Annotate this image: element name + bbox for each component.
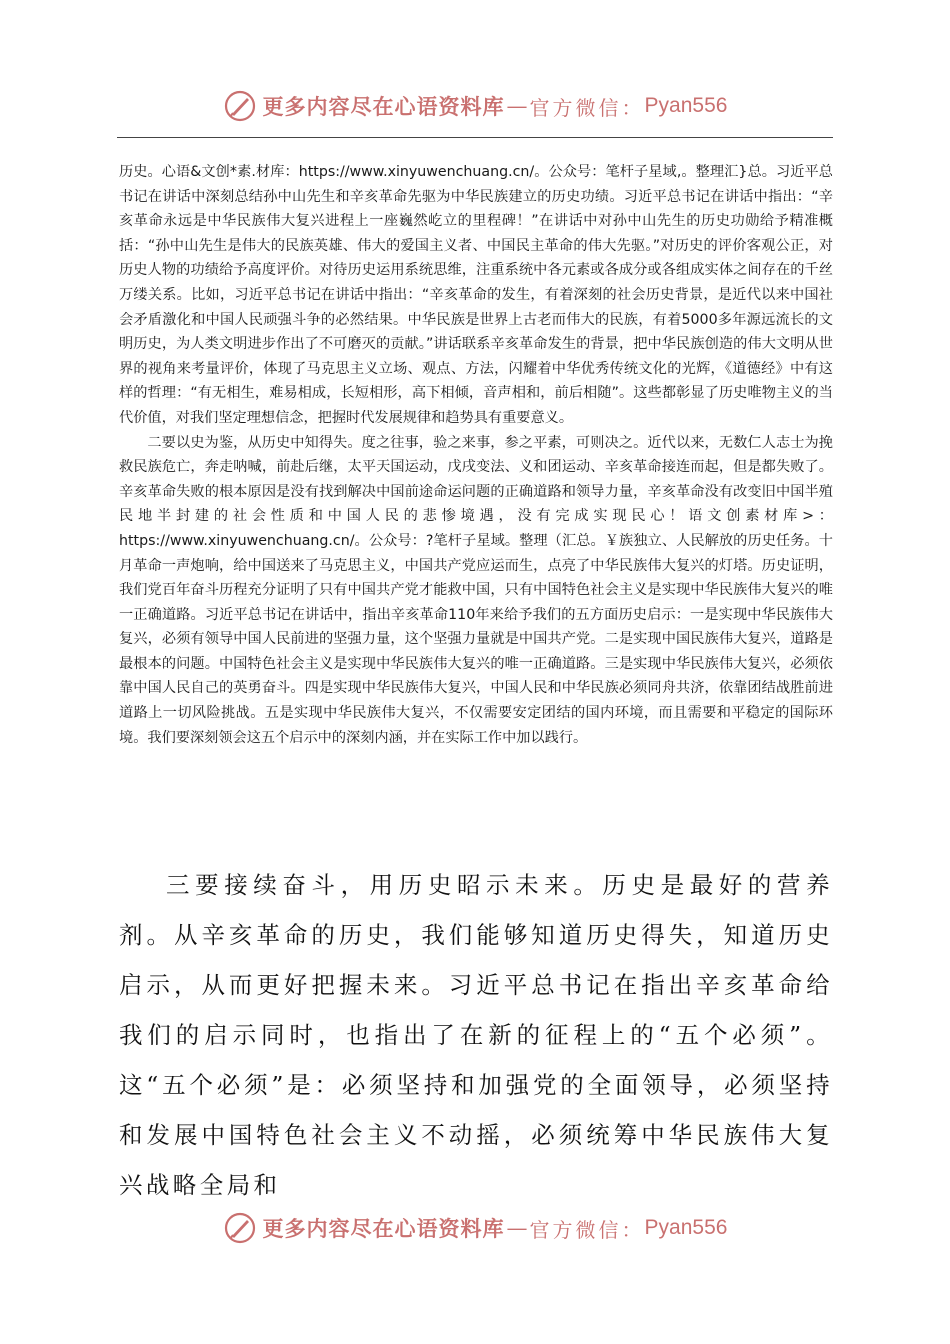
brand-dash: — [506, 1216, 528, 1240]
page-footer [0, 1198, 950, 1258]
body-text-small [119, 160, 833, 750]
brand-name: 更多内容尽在心语资料库 [262, 94, 505, 119]
paragraph-1: 历史。心语&文创*素.材库：https://www.xinyuwenchuang.cn/。公众号：笔杆子星域,。整理汇}总。习近平总书记在讲话中深刻总结孙中山先生和辛亥革命先驱为中华民族建立的历史功绩。习近平总书记在讲话中指出：“辛亥革命永远是中华民族伟大复兴进程上一座巍然屹立的里程碑！”在讲话中对孙中山先生的历史功勋给予精准概括：“孙中山先生是伟大的民族英雄、伟大的爱国主义者、中国民主革命的伟大先驱。”对历史的评价客观公正，对历史人物的功绩给予高度评价。对待历史运用系统思维，注重系统中各元素或各成分或各组成实体之间存在的千丝万缕关系。比如，习近平总书记在讲话中指出：“辛亥革命的发生，有着深刻的社会历史背景，是近代以来中国社会矛盾激化和中国人民顽强斗争的必然结果。中华民族是世界上古老而伟大的民族，有着5000多年源远流长的文明历史，为人类文明进步作出了不可磨灭的贡献。”讲话联系辛亥革命发生的背景，把中华民族创造的伟大文明从世界的视角来考量评价，体现了马克思主义立场、观点、方法，闪耀着中华优秀传统文化的光辉，《道德经》中有这样的哲理：“有无相生，难易相成，长短相形，高下相倾，音声相和，前后相随”。这些都彰显了历史唯物主义的当代价值，对我们坚定理想信念，把握时代发展规律和趋势具有重要意义。 [119, 164, 833, 426]
header-divider [117, 137, 833, 138]
brand-wechat-label: 官方微信： [529, 95, 645, 120]
brand-wechat-label: 官方微信： [529, 1217, 645, 1242]
brand-wechat-id: Pyan556 [644, 94, 728, 117]
quill-logo-icon [223, 1211, 257, 1245]
brand-wechat-id: Pyan556 [644, 1216, 728, 1239]
brand-name: 更多内容尽在心语资料库 [262, 1216, 505, 1241]
body-text-large [119, 860, 833, 1210]
paragraph-2: 二要以史为鉴，从历史中知得失。度之往事，验之来事，参之平素，可则决之。近代以来，无数仁人志士为挽救民族危亡，奔走呐喊，前赴后继，太平天国运动，戊戌变法、义和团运动、辛亥革命接连而起，但是都失败了。辛亥革命失败的根本原因是没有找到解决中国前途命运问题的正确道路和领导力量，辛亥革命没有改变旧中国半殖民地半封建的社会性质和中国人民的悲惨境遇，没有完成实现民心！语文创素材库>：https://www.xinyuwenchuang.cn/。公众号：?笔杆子星域。整理（汇总。￥族独立、人民解放的历史任务。十月革命一声炮响，给中国送来了马克思主义，中国共产党应运而生，点亮了中华民族伟大复兴的灯塔。历史证明，我们党百年奋斗历程充分证明了只有中国共产党才能救中国，只有中国特色社会主义是实现中华民族伟大复兴的唯一正确道路。习近平总书记在讲话中，指出辛亥革命110年来给予我们的五方面历史启示：一是实现中华民族伟大复兴，必须有领导中国人民前进的坚强力量，这个坚强力量就是中国共产党。二是实现中国民族伟大复兴，道路是最根本的问题。中国特色社会主义是实现中华民族伟大复兴的唯一正确道路。三是实现中华民族伟大复兴，必须依靠中国人民自己的英勇奋斗。四是实现中华民族伟大复兴，中国人民和中华民族必须同舟共济，依靠团结战胜前进道路上一切风险挑战。五是实现中华民族伟大复兴，不仅需要安定团结的国内环境，而且需要和平稳定的国际环境。我们要深刻领会这五个启示中的深刻内涵，并在实际工作中加以践行。 [119, 434, 833, 746]
brand-dash: — [506, 94, 528, 118]
paragraph-3: 三要接续奋斗，用历史昭示未来。历史是最好的营养剂。从辛亥革命的历史，我们能够知道历史得失，知道历史启示，从而更好把握未来。习近平总书记在指出辛亥革命给我们的启示同时，也指出了在新的征程上的“五个必须”。这“五个必须”是：必须坚持和加强党的全面领导，必须坚持和发展中国特色社会主义不动摇，必须统筹中华民族伟大复兴战略全局和 [119, 871, 833, 1199]
quill-logo-icon [223, 89, 257, 123]
page-header [0, 76, 950, 136]
